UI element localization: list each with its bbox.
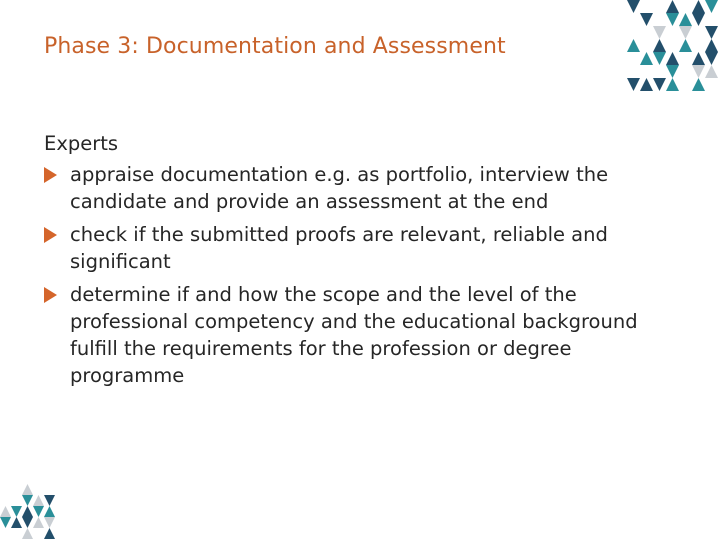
decoration-triangle <box>653 26 666 39</box>
decoration-triangle <box>44 506 55 517</box>
bullet-item <box>44 221 684 275</box>
bullet-item <box>44 281 684 389</box>
bullet-text: appraise documentation e.g. as portfolio, interview the candidate and provide an assessment at the end <box>70 163 609 213</box>
decoration-triangle <box>679 13 692 26</box>
decoration-triangle <box>692 13 705 26</box>
intro-text: Experts <box>44 132 119 155</box>
decoration-triangle <box>679 39 692 52</box>
decoration-triangle <box>22 506 33 517</box>
decoration-triangle <box>666 78 679 91</box>
decoration-triangle <box>692 52 705 65</box>
decoration-triangle <box>33 495 44 506</box>
decoration-triangle <box>705 52 718 65</box>
decoration-triangle <box>627 78 640 91</box>
decoration-triangle <box>0 506 11 517</box>
decoration-triangle <box>33 517 44 528</box>
decoration-triangle <box>666 0 679 13</box>
decoration-triangle <box>666 65 679 78</box>
decoration-triangle <box>22 528 33 539</box>
decoration-triangle <box>692 0 705 13</box>
decoration-triangle <box>679 26 692 39</box>
decoration-triangle <box>666 13 679 26</box>
decoration-triangle <box>22 484 33 495</box>
decoration-triangle <box>692 65 705 78</box>
decoration-triangle <box>705 39 718 52</box>
decoration-triangle <box>705 0 718 13</box>
decoration-triangle <box>22 517 33 528</box>
decoration-triangle <box>22 495 33 506</box>
decoration-triangle <box>653 78 666 91</box>
decoration-triangle <box>640 78 653 91</box>
decoration-triangle <box>640 52 653 65</box>
decoration-triangle <box>627 0 640 13</box>
arrow-bullet-icon <box>44 287 57 303</box>
decoration-triangle <box>44 528 55 539</box>
decoration-triangle <box>44 495 55 506</box>
decoration-triangle <box>705 26 718 39</box>
decoration-triangle <box>705 65 718 78</box>
decoration-triangle <box>0 517 11 528</box>
decoration-triangle <box>44 517 55 528</box>
triangle-pattern-decoration-bottom <box>0 480 60 540</box>
decoration-triangle <box>653 52 666 65</box>
bullet-text: determine if and how the scope and the level of the professional competency and the educational background fulfill the requirements for the profession or degree programme <box>70 283 638 387</box>
triangle-pattern-decoration <box>600 0 720 100</box>
decoration-triangle <box>11 506 22 517</box>
decoration-triangle <box>33 506 44 517</box>
slide-body <box>44 130 684 395</box>
arrow-bullet-icon <box>44 167 57 183</box>
arrow-bullet-icon <box>44 227 57 243</box>
decoration-triangle <box>692 78 705 91</box>
bullet-item <box>44 161 684 215</box>
bullet-list <box>44 161 684 389</box>
bullet-text: check if the submitted proofs are relevant, reliable and significant <box>70 223 608 273</box>
decoration-triangle <box>653 39 666 52</box>
decoration-triangle <box>666 52 679 65</box>
decoration-triangle <box>11 517 22 528</box>
decoration-triangle <box>640 13 653 26</box>
slide-title: Phase 3: Documentation and Assessment <box>44 34 506 59</box>
decoration-triangle <box>627 39 640 52</box>
